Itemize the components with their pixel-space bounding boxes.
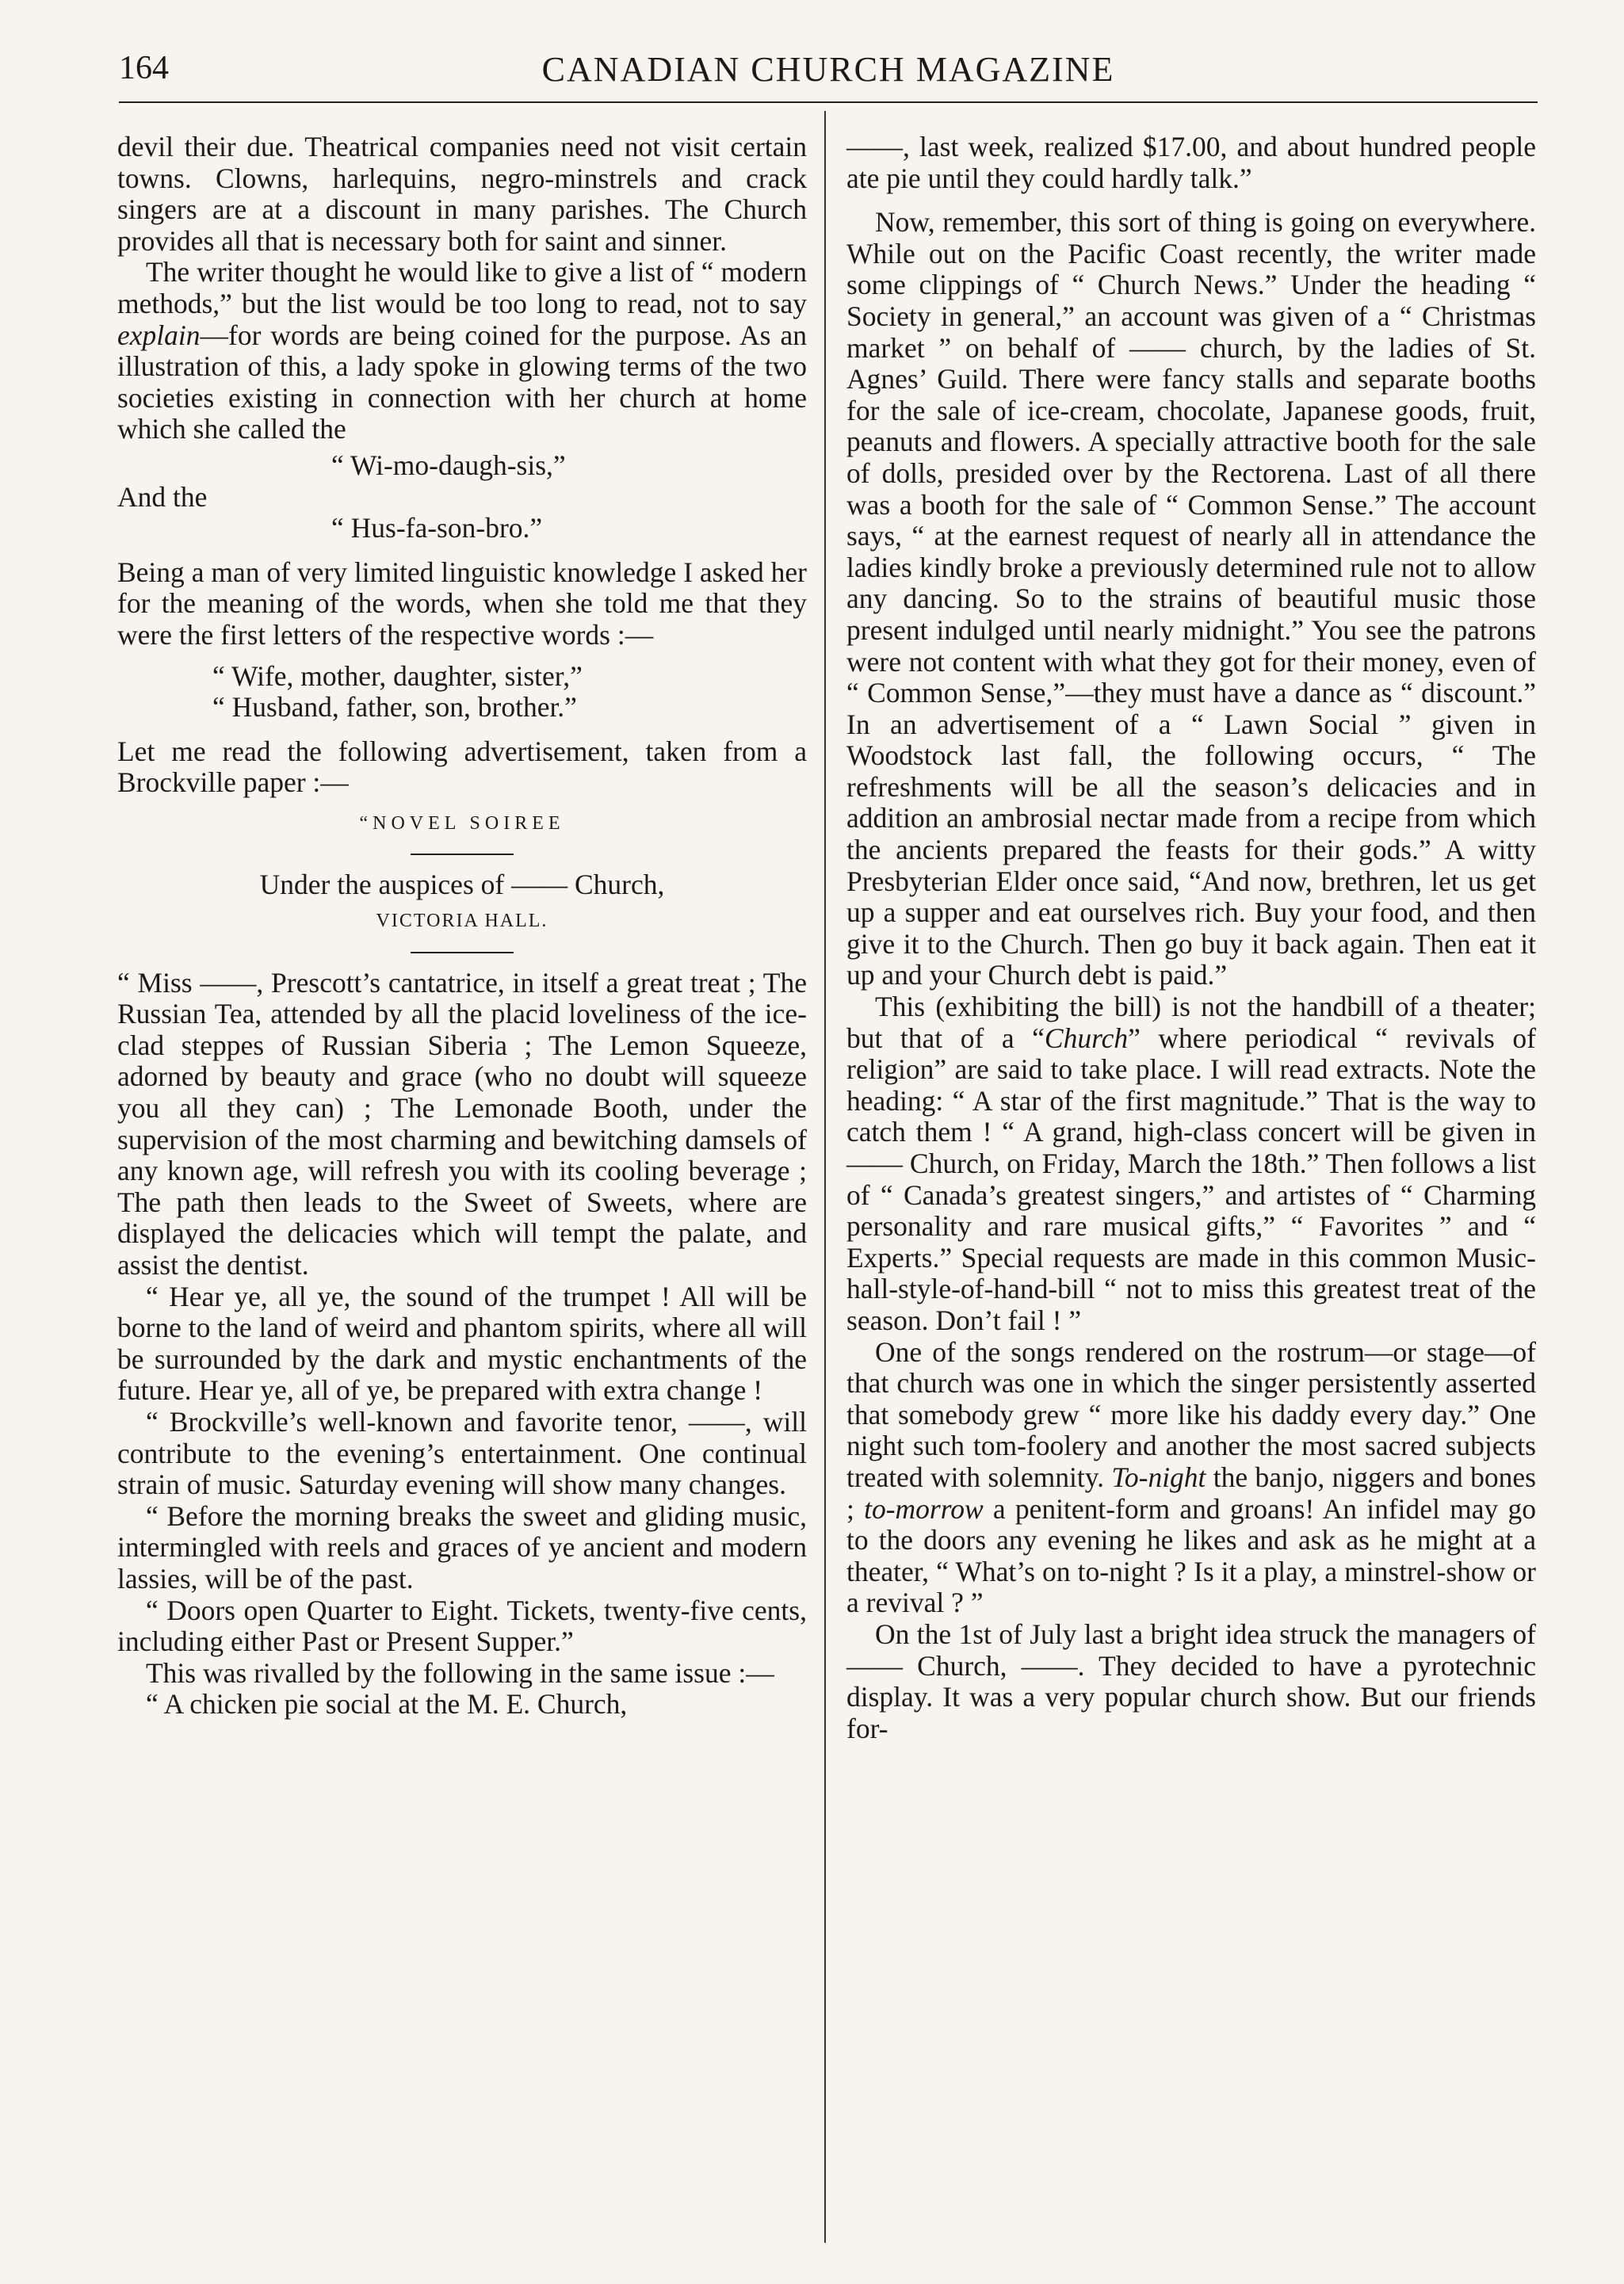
paragraph: “ Brockville’s well-known and favorite tenor, ——, will contribute to the evening’s entertainment. One continual strain of music. Saturday evening will show many changes. [117,1405,807,1501]
verse-line: “ Hus-fa-son-bro.” [331,512,543,544]
paragraph: “ A chicken pie social at the M. E. Church, [146,1688,628,1721]
text-line: And the [117,480,208,513]
italic-word: explain [117,319,201,351]
column-divider [824,111,826,2243]
paragraph: “ Hear ye, all ye, the sound of the trumpet ! All will be borne to the land of weird and phantom spirits, where all will be surrounded by the dark and mystic enchantments of the future. Hear ye, all of ye, be prepared with extra change ! [117,1280,807,1407]
paragraph: ——, last week, realized $17.00, and about hundred people ate pie until they could hardly talk.” [846,131,1536,194]
paragraph: devil their due. Theatrical companies need not visit certain towns. Clowns, harlequins, negro-minstrels and crack singers are at a discount in many parishes. The Church provides all that is necessary both for saint and sinner. [117,131,807,257]
paragraph: Let me read the following advertisement, taken from a Brockville paper :— [117,735,807,799]
paragraph: On the 1st of July last a bright idea struck the managers of —— Church, ——. They decided to have a pyrotechnic display. It was a very popular church show. But our friends for- [846,1618,1536,1744]
running-head: CANADIAN CHURCH MAGAZINE [541,50,1115,89]
verse-line: “ Wife, mother, daughter, sister,” [212,659,583,692]
paragraph: This was rivalled by the following in the same issue :— [146,1656,774,1689]
italic-word: To-night [1111,1461,1206,1493]
paragraph: “ Miss ——, Prescott’s cantatrice, in itself a great treat ; The Russian Tea, attended by all the placid loveliness of the ice-clad steppes of Russian Siberia ; The Lemon Squeeze, adorned by beauty and grace (who no doubt will squeeze you all they can) ; The Lemonade Booth, under the supervision of the most charming and bewitching damsels of any known age, will refresh you with its cooling beverage ; The path then leads to the Sweet of Sweets, where are displayed the delicacies which will tempt the palate, and assist the dentist. [117,966,807,1281]
italic-word: to-morrow [864,1492,984,1525]
ad-hall: VICTORIA HALL. [376,911,548,932]
paragraph: This (exhibiting the bill) is not the handbill of a theater; but that of a “Church” where periodical “ revivals of religion” are said to take place. I will read extracts. Note the heading: “ A star of the first magnitude.” That is the way to catch them ! “ A grand, high-class concert will be given in —— Church, on Friday, March the 18th.” Then follows a list of “ Canada’s greatest singers,” and artistes of “ Charming personality and rare musical gifts,” “ Favorites ” and “ Experts.” Special requests are made in this common Music-hall-style-of-hand-bill “ not to miss this greatest treat of the season. Don’t fail ! ” [846,991,1536,1336]
paragraph: Now, remember, this sort of thing is going on everywhere. While out on the Pacific Coast recently, the writer made some clippings of “ Church News.” Under the heading “ Society in general,” an account was given of a “ Christmas market ” on behalf of —— church, by the ladies of St. Agnes’ Guild. There were fancy stalls and separate booths for the sale of ice-cream, chocolate, Japanese goods, fruit, peanuts and flowers. A specially attractive booth for the sale of dolls, presided over by the Rectorena. Last of all there was a booth for the sale of “ Common Sense.” The account says, “ at the earnest request of nearly all in attendance the ladies kindly broke a previously determined rule not to allow any dancing. So to the strains of beautiful music those present indulged until nearly midnight.” You see the patrons were not content with what they got for their money, even of “ Common Sense,”—they must have a dance as “ discount.” In an advertisement of a “ Lawn Social ” given in Woodstock last fall, the following occurs, “ The refreshments will be all the season’s delicacies and in addition an ambrosial nectar made from a recipe from which the ancients prepared the feasts for their gods.” A witty Presbyterian Elder once said, “And now, brethren, let us get up a supper and eat ourselves rich. Buy your food, and then give it to the Church. Then go buy it back again. Then eat it up and your Church debt is paid.” [846,206,1536,991]
verse-line: “ Wi-mo-daugh-sis,” [331,449,566,481]
paragraph: Being a man of very limited linguistic knowledge I asked her for the meaning of the words, when she told me that they were the first letters of the respective words :— [117,556,807,651]
paragraph: One of the songs rendered on the rostrum—or stage—of that church was one in which the singer persistently asserted that somebody grew “ more like his daddy every day.” One night such tom-foolery and another the most sacred subjects treated with solemnity. To-night the banjo, niggers and bones ; to-morrow a penitent-form and groans! An infidel may go to the doors any evening he likes and ask as he might at a theater, “ What’s on to-night ? Is it a play, a minstrel-show or a revival ? ” [846,1335,1536,1619]
italic-word: Church [1044,1022,1129,1054]
paragraph: “ Doors open Quarter to Eight. Tickets, twenty-five cents, including either Past or Present Supper.” [117,1594,807,1658]
page-header [119,46,1538,94]
ad-title: “NOVEL SOIREE [359,812,565,834]
ad-auspices: Under the auspices of —— Church, [259,869,665,901]
paragraph: “ Before the morning breaks the sweet and gliding music, intermingled with reels and graces of ye ancient and modern lassies, will be of the past. [117,1499,807,1595]
right-column [846,132,1536,1744]
left-column [117,132,807,1721]
divider [411,854,514,855]
verse-line: “ Husband, father, son, brother.” [212,691,577,724]
page-number: 164 [119,50,169,86]
header-rule [119,101,1538,103]
paragraph: The writer thought he would like to give a list of “ modern methods,” but the list would be too long to read, not to say explain—for words are being coined for the purpose. As an illustration of this, a lady spoke in glowing terms of the two societies existing in connection with her church at home which she called the [117,256,807,445]
divider [411,952,514,953]
